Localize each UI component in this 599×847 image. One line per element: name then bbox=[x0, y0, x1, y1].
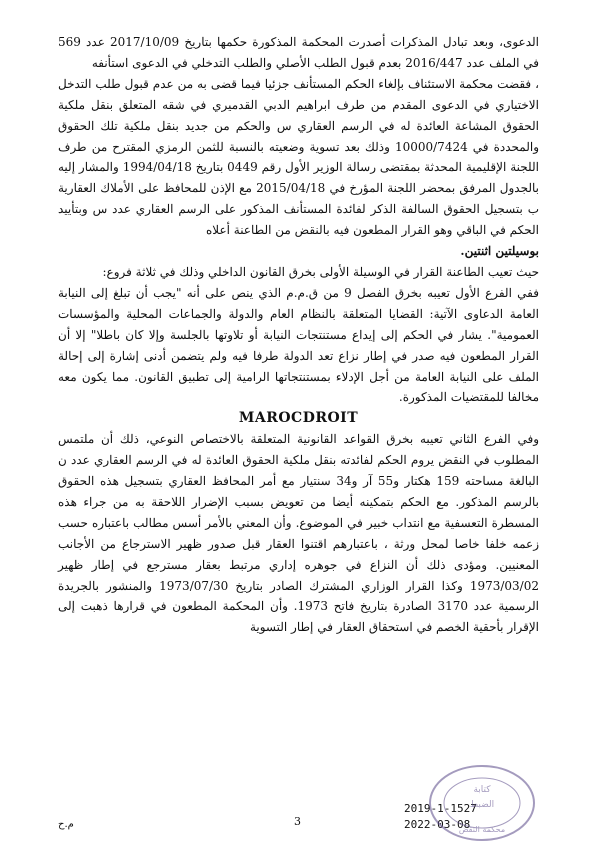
document-body bbox=[58, 32, 539, 638]
text-line: القرار المطعون فيه صدر في إطار نزاع تعد الدولة طرفا فيه ولم يتضمن أدنى إشارة إلى إحالة bbox=[58, 348, 539, 363]
footer-initials: م.ح bbox=[58, 819, 74, 830]
text-line: والمشار إليه بالجدول المرفق بمحضر اللجنة المؤرخ في 2015/04/18 مع الإذن للمحافظ على bbox=[58, 160, 540, 196]
text-line: بتاريخ 1973/07/30 والمنشور بالجريدة الرسمية عدد 3170 الصادرة بتاريخ فاتح 1973. وأن bbox=[58, 578, 539, 614]
text-line: الأملاك العقارية ب بتسجيل الحقوق السالفة الذكر لفائدة المستأنف المذكور على الرسم bbox=[58, 181, 539, 217]
text-line: المطلوب في النقض يروم الحكم لفائدته بنقل ملكية الحقوق العائدة له في الرسم العقاري عدد bbox=[71, 453, 539, 468]
text-line: إداري مرتبط بعقار مسترجع في إطار ظهير 1973/03/02 وكذا القرار الوزاري المشترك الصادر bbox=[58, 557, 539, 593]
paragraph-3 bbox=[58, 241, 539, 262]
stamp-line-3: محكمة النقض bbox=[458, 825, 506, 834]
text-line: طلب التدخل الاختياري في الدعوى المقدم من طرف ابراهيم الدبي القدميري في شقه المتعلق بنقل bbox=[58, 76, 539, 112]
text-line: مخالفا للمقتضيات المذكورة. bbox=[398, 390, 539, 405]
text-line: بتسجيل هذه الحقوق بالرسم المذكور. مع الحكم بتمكينه أيضا من تعويض بسبب الإضرار اللاحقة bbox=[58, 474, 539, 509]
text-line: العقاري عدد س وبتأييد الحكم في الباقي وهو القرار المطعون فيه بالنقض من الطاعنة أعلاه bbox=[58, 202, 539, 238]
text-line: النيابة العامة الدعاوى الآتية: القضايا المتعلقة بالنظام العام والدولة والجماعات المحلية والمؤسسات bbox=[58, 285, 539, 321]
paragraph-6 bbox=[58, 429, 539, 638]
text-line: ففي الفرع الأول تعيبه بخرق الفصل 9 من ق.م.م الذي ينص على أنه "يجب أن تبلغ إلى bbox=[90, 285, 539, 300]
page-number: 3 bbox=[294, 815, 301, 828]
text-line: العمومية". يشار في الحكم إلى إيداع مستنتجات النيابة أو تلاوتها بالجلسة وإلا كان باطلا" إلا أن bbox=[58, 327, 539, 342]
text-line: الحقوق والمحددة في 10000/7424 وذلك بعد تسوية وضعيته بالنسبة للثمن الرمزي المقترح من bbox=[58, 118, 539, 154]
text-line: في الملف عدد 2016/447 بعدم قبول الطلب الأصلي والطلب التدخلي في الدعوى استأنفه bbox=[91, 55, 539, 70]
paragraph-2 bbox=[58, 74, 539, 241]
text-line: ملكية الحقوق المشاعة العائدة له في الرسم العقاري س والحكم من جديد بنقل ملكية تلك bbox=[58, 97, 539, 133]
stamp-line-2: الضبط bbox=[469, 800, 495, 810]
text-line: ن البالغة مساحته 159 هكتار و55 آر و34 سنتيار مع أمر المحافظ العقاري bbox=[58, 453, 539, 489]
text-line: المحكمة المطعون في قرارها ذهبت إلى الإقرار بأحقية الخصم في استحقاق العقار في إطار التسوية bbox=[58, 599, 539, 635]
text-line: به من جراء هذه المسطرة التعسفية مع انتداب خبير في الموضوع. وأن المعني بالأمر أسس مطالب bbox=[58, 494, 539, 530]
footer-date: 2022-03-08 bbox=[404, 818, 471, 831]
paragraph-1 bbox=[58, 32, 539, 74]
text-line: وفي الفرع الثاني تعيبه بخرق القواعد القانونية المتعلقة بالاختصاص النوعي، ذلك أن ملتمس bbox=[58, 432, 539, 447]
court-stamp-icon bbox=[426, 762, 538, 844]
text-line: اقتنوا العقار قبل صدور ظهير الاسترجاع من الأجانب المعنيين. ومؤدى ذلك أن النزاع في جوهره bbox=[58, 536, 540, 572]
stamp-line-1: كتابة bbox=[473, 785, 491, 795]
text-line: بوسيلتين اثنتين. bbox=[460, 244, 539, 259]
watermark-text: MAROCDROIT bbox=[238, 410, 359, 427]
paragraph-5 bbox=[58, 283, 539, 408]
text-line: ، فقضت محكمة الاستئناف بإلغاء الحكم المستأنف جزئيا فيما قضى به من عدم قبول bbox=[124, 76, 539, 91]
footer-file-number: 2019-1-1527 bbox=[404, 802, 477, 815]
text-line: حيث تعيب الطاعنة القرار في الوسيلة الأولى بخرق القانون الداخلي وذلك في ثلاثة فروع: bbox=[102, 264, 539, 279]
text-line: الملف على النيابة العامة من أجل الإدلاء بمستنتجاتها الرامية إلى تطبيق القانون. مما يكون معه bbox=[58, 369, 539, 384]
paragraph-4 bbox=[58, 262, 539, 283]
text-line: باعتباره حسب زعمه خلفا خاصا لمحل ورثة ، باعتبارهم bbox=[58, 515, 539, 551]
text-line: الدعوى، وبعد تبادل المذكرات أصدرت المحكمة المذكورة حكمها بتاريخ 2017/10/09 عدد 569 bbox=[58, 35, 540, 49]
text-line: طرف اللجنة الإقليمية المحدثة بمقتضى رسالة الوزير الأول رقم 0449 بتاريخ 1994/04/18 bbox=[58, 139, 539, 175]
